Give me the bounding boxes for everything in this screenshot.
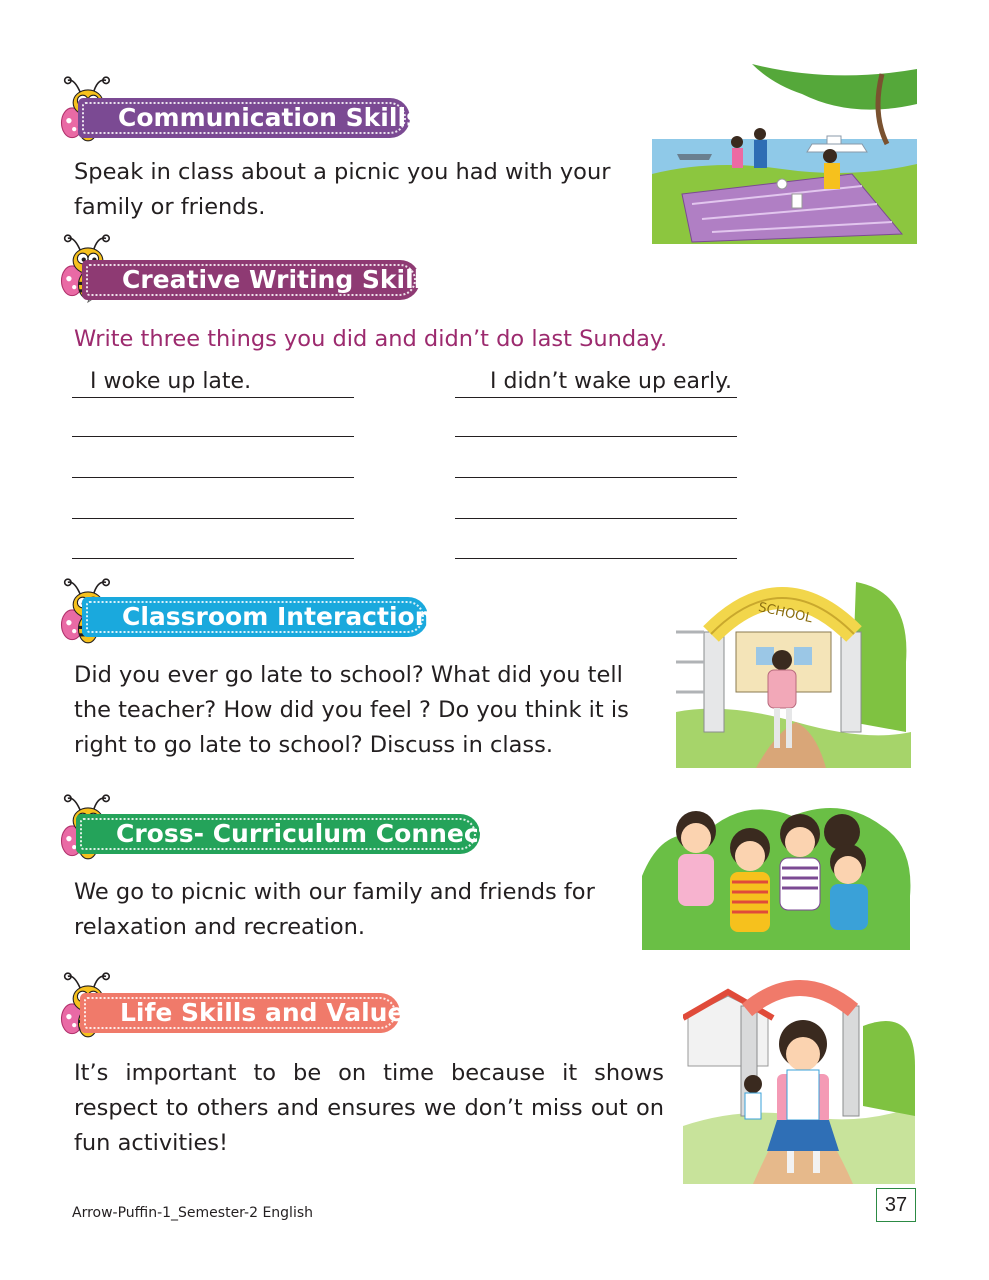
classroom-text: Did you ever go late to school? What did you tell the teacher? How did you feel ? Do you think it is right to go late to school? Discuss in class. (74, 662, 629, 758)
answer-line-didnt-2[interactable] (455, 406, 737, 437)
answer-line-did-1[interactable] (72, 367, 354, 398)
classroom-interaction-heading (82, 597, 433, 637)
life-text: It’s important to be on time because it shows respect to others and ensures we don’t miss out on fun activities! (74, 1060, 664, 1156)
communication-skills-heading (78, 98, 421, 138)
cross-text: We go to picnic with our family and friends for relaxation and recreation. (74, 879, 595, 940)
answer-line-did-5[interactable] (72, 528, 354, 559)
answer-line-did-3[interactable] (72, 447, 354, 478)
picnic-illustration (652, 64, 917, 244)
answer-line-didnt-4[interactable] (455, 488, 737, 519)
answer-line-did-2[interactable] (72, 406, 354, 437)
communication-text: Speak in class about a picnic you had with your family or friends. (74, 159, 611, 220)
classroom-heading-text: Classroom Interaction (122, 602, 433, 631)
children-group-illustration (642, 796, 914, 950)
life-heading-text: Life Skills and Values (120, 998, 420, 1027)
creative-writing-heading (82, 260, 438, 300)
answer-line-didnt-5[interactable] (455, 528, 737, 559)
answer-line-didnt-3[interactable] (455, 447, 737, 478)
cross-curriculum-heading (76, 814, 491, 854)
footer-book-title: Arrow-Puffin-1_Semester-2 English (72, 1205, 314, 1221)
school-gate-illustration (676, 572, 911, 768)
life-skills-heading (80, 993, 420, 1033)
cross-heading-text: Cross- Curriculum Connect (116, 819, 491, 848)
answer-line-did-4[interactable] (72, 488, 354, 519)
answer-line-didnt-1[interactable] (455, 367, 737, 398)
example-did-text: I woke up late. (90, 369, 252, 394)
school-sign-text: SCHOOL (756, 600, 814, 627)
creative-heading-text: Creative Writing Skills (122, 265, 438, 294)
creative-prompt: Write three things you did and didn’t do last Sunday. (74, 326, 668, 352)
girl-school-illustration (683, 966, 915, 1184)
example-didnt-text: I didn’t wake up early. (490, 369, 732, 394)
communication-heading-text: Communication Skills (118, 103, 421, 132)
page-number: 37 (876, 1188, 916, 1222)
